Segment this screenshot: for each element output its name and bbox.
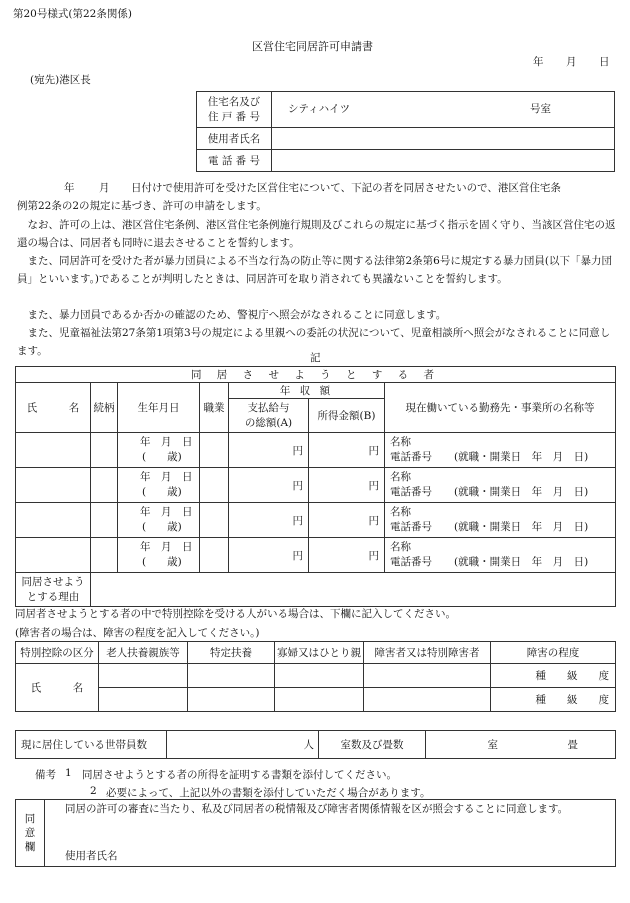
relation-cell[interactable] [91,503,118,538]
job-cell[interactable] [200,468,229,503]
income-b-cell[interactable] [309,433,385,468]
table-row [16,503,616,538]
consent-signature-label: 使用者氏名 [65,850,118,862]
yen-unit: 円 [368,514,379,527]
user-name-field[interactable] [272,128,615,150]
reason-label-line2: とする理由 [26,590,80,603]
col-birth: 生年月日 [118,383,200,433]
p1-line2: 例第22条の2の規定に基づき、許可の申請をします。 [17,200,267,212]
form-number: 第20号様式(第22条関係) [13,8,132,20]
yen-unit: 円 [292,514,303,527]
room-suffix: 号室 [530,103,551,115]
start-date-label: (就職・開業日 年 月 日) [454,451,589,463]
start-date-label: (就職・開業日 年 月 日) [454,486,589,498]
col-job: 職業 [200,383,229,433]
col-workplace: 現在働いている勤務先・事業所の名称等 [385,383,616,433]
job-cell[interactable] [200,503,229,538]
col-income-b: 所得金額(B) [309,399,385,433]
phone-field[interactable] [272,150,615,172]
col-relation: 続柄 [91,383,118,433]
col-income-a [229,399,309,433]
cohabitant-banner: 同 居 さ せ よ う と す る 者 [16,367,616,383]
rooms-unit: 室 [487,739,498,751]
remark-1: 同居させようとする者の所得を証明する書類を添付してください。 [82,769,397,781]
col-elderly: 老人扶養親族等 [99,642,188,664]
name-cell[interactable] [16,538,91,573]
income-b-cell[interactable] [309,538,385,573]
birth-date: 年 月 日 [140,506,193,518]
paragraph-3: また、同居許可を受けた者が暴力団員による不当な行為の防止等に関する法律第2条第6号に規定する暴力団員(以下「暴力団員」といいます。)であることが判明したときは、同居許可を取り消されても異議ないことを誓約します。 [17,255,612,286]
paragraph-5: また、児童福祉法第27条第1項第3号の規定による里親への委託の状況について、児童相談所へ照会がなされることに同意します。 [17,327,611,358]
phone-label: 電 話 番 号 [197,150,272,172]
job-cell[interactable] [200,433,229,468]
birth-cell[interactable] [118,468,200,503]
birth-age: ( 歳) [142,521,182,533]
elderly-cell[interactable] [99,688,188,712]
job-cell[interactable] [200,538,229,573]
date-month-label: 月 [566,56,577,68]
birth-cell[interactable] [118,503,200,538]
members-unit: 人 [303,739,314,751]
yen-unit: 円 [292,444,303,457]
income-b-cell[interactable] [309,503,385,538]
reason-field[interactable] [91,573,616,607]
widow-cell[interactable] [275,664,364,688]
col-income: 年 収 額 [229,383,385,399]
page-title: 区営住宅同居許可申請書 [252,40,373,53]
degree-cell[interactable]: 種 級 度 [491,688,616,712]
birth-age: ( 歳) [142,451,182,463]
special-cell[interactable] [188,688,275,712]
workplace-cell[interactable] [385,503,616,538]
date-day-label: 日 [599,56,610,68]
deduction-name-label: 氏 名 [16,664,99,712]
members-label: 現に居住している世帯員数 [16,731,167,759]
income-a-cell[interactable] [229,433,309,468]
p1-month: 月 [99,182,110,194]
table-row [16,468,616,503]
household-table [15,730,616,759]
tatami-unit: 畳 [567,739,578,751]
yen-unit: 円 [292,479,303,492]
col-disabled: 障害者又は特別障害者 [364,642,491,664]
phone-number-label: 電話番号 [390,451,432,463]
consent-label-1: 同 [24,813,36,825]
yen-unit: 円 [292,549,303,562]
col-special: 特定扶養 [188,642,275,664]
name-cell[interactable] [16,468,91,503]
address-label [197,92,272,128]
applicant-table [196,91,615,172]
company-label: 名称 [390,471,411,483]
workplace-cell[interactable] [385,433,616,468]
company-label: 名称 [390,506,411,518]
col-widow: 寡婦又はひとり親 [275,642,364,664]
consent-table [15,799,616,867]
elderly-cell[interactable] [99,664,188,688]
members-field[interactable] [167,731,319,759]
birth-age: ( 歳) [142,556,182,568]
yen-unit: 円 [368,549,379,562]
building-name: シティハイツ [288,103,351,115]
birth-cell[interactable] [118,433,200,468]
address-label-line2: 住 戸 番 号 [207,110,260,123]
addressee: (宛先)港区長 [30,74,91,86]
user-name-label: 使用者氏名 [197,128,272,150]
table-row [16,538,616,573]
start-date-label: (就職・開業日 年 月 日) [454,521,589,533]
reason-label [16,573,91,607]
name-cell[interactable] [16,503,91,538]
ki-mark: 記 [310,352,321,364]
address-field[interactable] [272,92,615,128]
col-income-a-line2: の総額(A) [244,416,293,429]
phone-number-label: 電話番号 [390,486,432,498]
address-label-line1: 住宅名及び [207,95,261,108]
workplace-cell[interactable] [385,468,616,503]
col-income-a-line1: 支払給与 [247,401,290,414]
relation-cell[interactable] [91,433,118,468]
deduction-note-1: 同居者させようとする者の中で特別控除を受ける人がいる場合は、下欄に記入してください。 [15,608,456,620]
birth-date: 年 月 日 [140,471,193,483]
birth-age: ( 歳) [142,486,182,498]
table-row [16,433,616,468]
p1-line1: 日付けで使用許可を受けた区営住宅について、下記の者を同居させたいので、港区営住宅条 [131,182,561,194]
cohabitant-table [15,366,616,607]
start-date-label: (就職・開業日 年 月 日) [454,556,589,568]
remark-2: 必要によって、上記以外の書類を添付していただく場合があります。 [106,787,431,799]
date-year-label: 年 [533,56,544,68]
relation-cell[interactable] [91,538,118,573]
yen-unit: 円 [368,479,379,492]
relation-cell[interactable] [91,468,118,503]
consent-text: 同居の許可の審査に当たり、私及び同居者の税情報及び障害者関係情報を区が照会することに同意します。 [65,803,569,815]
paragraph-2: なお、許可の上は、港区営住宅条例、港区営住宅条例施行規則及びこれらの規定に基づく指示を固く守り、当該区営住宅の返還の場合は、同居者も同時に退去させることを誓約します。 [17,219,616,250]
company-label: 名称 [390,541,411,553]
income-a-cell[interactable] [229,468,309,503]
company-label: 名称 [390,436,411,448]
col-degree: 障害の程度 [491,642,616,664]
phone-number-label: 電話番号 [390,521,432,533]
widow-cell[interactable] [275,688,364,712]
remark-2-number: 2 [90,785,97,797]
special-cell[interactable] [188,664,275,688]
phone-number-label: 電話番号 [390,556,432,568]
col-category: 特別控除の区分 [16,642,99,664]
degree-cell[interactable]: 種 級 度 [491,664,616,688]
birth-date: 年 月 日 [140,541,193,553]
birth-date: 年 月 日 [140,436,193,448]
income-a-cell[interactable] [229,538,309,573]
remarks-label: 備考 [35,769,56,781]
deduction-note-2: (障害者の場合は、障害の程度を記入してください。) [15,627,260,639]
rooms-field[interactable] [426,731,616,759]
yen-unit: 円 [368,444,379,457]
income-b-cell[interactable] [309,468,385,503]
name-cell[interactable] [16,433,91,468]
remark-1-number: 1 [65,767,72,779]
deduction-table [15,641,616,712]
disabled-cell[interactable] [364,688,491,712]
paragraph-4: また、暴力団員であるか否かの確認のため、警視庁へ照会がなされることに同意します。 [27,309,447,321]
p1-year: 年 [64,182,75,194]
col-name: 氏 名 [16,383,91,433]
workplace-cell[interactable] [385,538,616,573]
reason-label-line1: 同居させよう [21,575,85,588]
birth-cell[interactable] [118,538,200,573]
income-a-cell[interactable] [229,503,309,538]
consent-label-3: 欄 [24,841,36,853]
consent-label-2: 意 [24,827,36,839]
rooms-label: 室数及び畳数 [319,731,426,759]
consent-field[interactable] [45,800,616,867]
consent-label [16,800,45,867]
disabled-cell[interactable] [364,664,491,688]
